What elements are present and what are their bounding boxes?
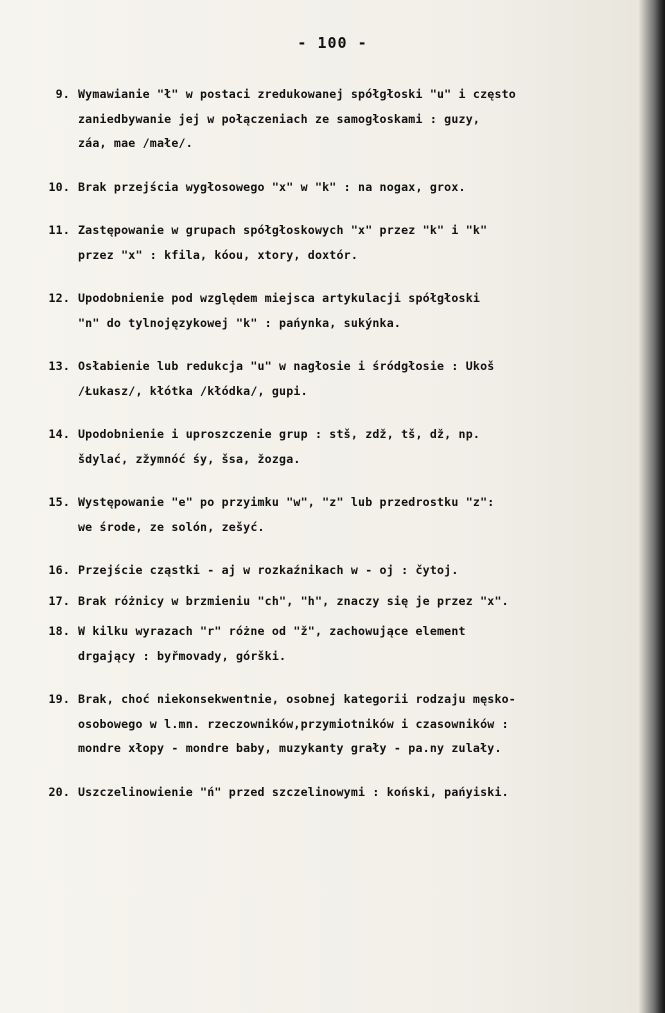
item-text (78, 286, 649, 335)
list-item (34, 490, 649, 539)
page-edge-shadow (655, 0, 665, 1013)
item-text-line: we środe, ze solón, zešyć. (78, 519, 265, 534)
item-text-line: Zastępowanie w grupach spółgłoskowych "x" przez "k" i "k" (78, 223, 488, 237)
item-number: 16. (48, 563, 70, 577)
list-item (34, 558, 649, 583)
item-number: 17. (48, 593, 70, 608)
list-item (34, 619, 649, 668)
list-item (34, 175, 649, 200)
item-number: 15. (48, 495, 70, 509)
list-item (34, 82, 649, 156)
item-text-line: zaniedbywanie jej w połączeniach ze samogłoskami : guzy, (78, 111, 481, 126)
item-text (78, 218, 649, 267)
item-text-line: Osłabienie lub redukcja "u" w nagłosie i śródgłosie : Ukoš (78, 359, 495, 373)
item-text-line: Występowanie "e" po przyimku "w", "z" lub przedrostku "z": (78, 495, 495, 509)
item-text-line: Uszczelinowienie "ń" przed szczelinowymi : koński, pańyiski. (78, 784, 509, 799)
item-text-line: Upodobnienie pod względem miejsca artykulacji spółgłoski (78, 291, 481, 305)
item-text-line: przez "x" : kfila, kóou, xtory, doxtór. (78, 247, 359, 262)
item-number: 9. (55, 87, 70, 101)
item-text (78, 175, 649, 200)
item-text-line: Brak przejścia wygłosowego "x" w "k" : na nogax, grox. (78, 179, 466, 194)
list-item (34, 422, 649, 471)
item-text (78, 354, 649, 403)
item-number: 10. (48, 179, 70, 194)
item-text-line: /Łukasz/, kłótka /kłódka/, gupi. (78, 383, 308, 398)
item-text-line: Brak różnicy w brzmieniu "ch", "h", znaczy się je przez "x". (78, 593, 509, 608)
item-text-line: šdylać, zžymnóć śy, šsa, žozga. (78, 451, 301, 466)
item-text (78, 589, 649, 614)
item-text-line: Wymawianie "ł" w postaci zredukowanej spółgłoski "u" i często (78, 87, 516, 101)
item-text-line: drgający : byřmovady, górški. (78, 648, 287, 663)
item-text (78, 422, 649, 471)
item-text (78, 687, 649, 761)
item-number: 20. (48, 784, 70, 799)
item-number: 11. (48, 223, 70, 237)
item-text-line: Upodobnienie i uproszczenie grup : stš, zdž, tš, dž, np. (78, 427, 481, 441)
page-number: - 100 - (297, 34, 368, 52)
item-text (78, 490, 649, 539)
item-number: 13. (48, 359, 70, 373)
item-text-line: osobowego w l.mn. rzeczowników,przymiotników i czasowników : (78, 716, 509, 731)
list-item (34, 354, 649, 403)
list-item (34, 286, 649, 335)
item-text (78, 780, 649, 805)
item-number: 14. (48, 427, 70, 441)
item-text-line: W kilku wyrazach "r" różne od "ž", zachowujące element (78, 624, 466, 638)
item-number: 19. (48, 692, 70, 706)
item-text-line: mondre xłopy - mondre baby, muzykanty grały - pa.ny zulały. (78, 741, 502, 755)
numbered-list (34, 82, 649, 823)
item-number: 18. (48, 624, 70, 638)
item-text-line: Przejście cząstki - aj w rozkaźnikach w - oj : čytoj. (78, 563, 459, 577)
list-item (34, 218, 649, 267)
list-item (34, 780, 649, 805)
list-item (34, 589, 649, 614)
item-text-line: "n" do tylnojęzykowej "k" : pańynka, sukýnka. (78, 315, 402, 330)
item-text-line: záa, mae /małe/. (78, 136, 193, 150)
item-text (78, 82, 649, 156)
item-text (78, 558, 649, 583)
item-text-line: Brak, choć niekonsekwentnie, osobnej kategorii rodzaju męsko- (78, 692, 516, 706)
item-number: 12. (48, 291, 70, 305)
item-text (78, 619, 649, 668)
list-item (34, 687, 649, 761)
